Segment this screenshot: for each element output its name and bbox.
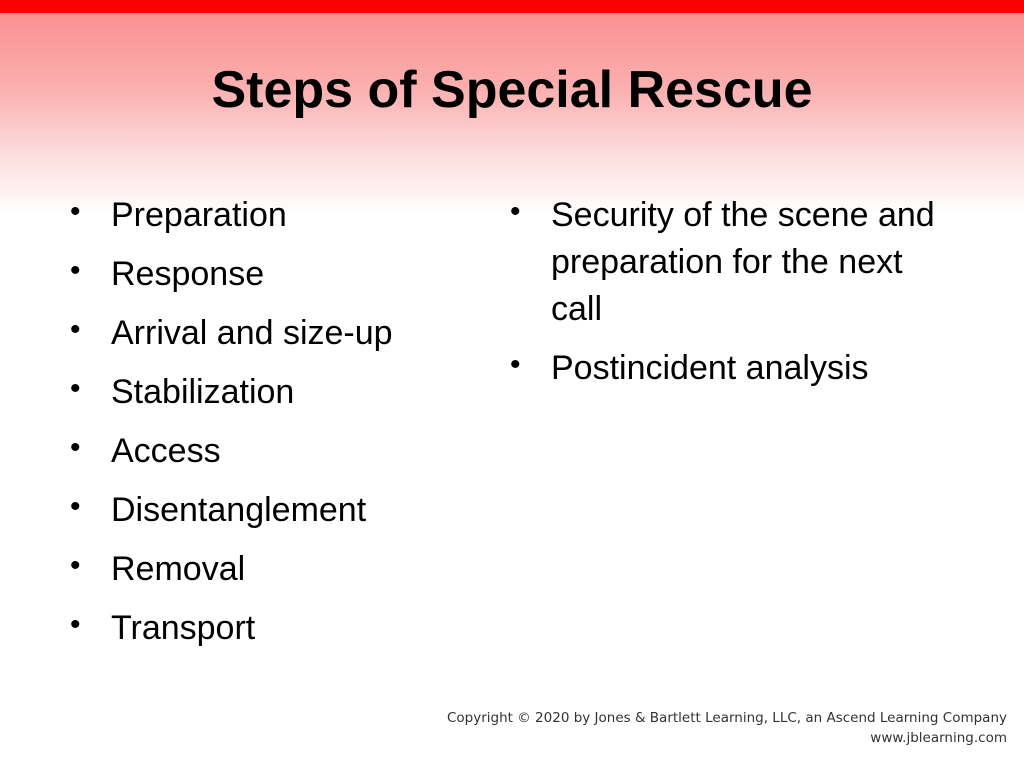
list-item xyxy=(70,487,470,546)
bullet-text: Disentanglement xyxy=(111,491,367,529)
list-item xyxy=(510,345,950,392)
bullet-icon: • xyxy=(70,549,81,582)
left-bullet-list xyxy=(70,192,470,664)
bullet-text: Preparation xyxy=(111,196,287,234)
list-item xyxy=(70,369,470,428)
bullet-text: Security of the scene and preparation for the next call xyxy=(551,196,935,328)
list-item xyxy=(70,605,470,664)
slide-title: Steps of Special Rescue xyxy=(211,61,813,119)
bullet-icon: • xyxy=(70,313,81,346)
bullet-text: Removal xyxy=(111,550,246,588)
bullet-text: Stabilization xyxy=(111,373,295,411)
bullet-text: Response xyxy=(111,255,265,293)
copyright-text: Copyright © 2020 by Jones & Bartlett Learning, LLC, an Ascend Learning Company xyxy=(447,710,1007,726)
bullet-text: Postincident analysis xyxy=(551,349,869,387)
top-accent-bar xyxy=(0,0,1024,13)
bullet-icon: • xyxy=(70,372,81,405)
list-item xyxy=(70,251,470,310)
list-item xyxy=(70,428,470,487)
bullet-text: Arrival and size-up xyxy=(111,314,393,352)
bullet-icon: • xyxy=(70,431,81,464)
bullet-icon: • xyxy=(510,348,521,381)
bullet-text: Transport xyxy=(111,609,256,647)
list-item xyxy=(70,310,470,369)
copyright-footer xyxy=(447,708,1007,748)
bullet-icon: • xyxy=(510,195,521,228)
list-item xyxy=(70,192,470,251)
bullet-icon: • xyxy=(70,254,81,287)
right-bullet-list xyxy=(510,192,950,404)
bullet-icon: • xyxy=(70,490,81,523)
list-item xyxy=(510,192,950,333)
bullet-icon: • xyxy=(70,195,81,228)
bullet-icon: • xyxy=(70,608,81,641)
website-text: www.jblearning.com xyxy=(870,730,1007,746)
list-item xyxy=(70,546,470,605)
bullet-text: Access xyxy=(111,432,221,470)
